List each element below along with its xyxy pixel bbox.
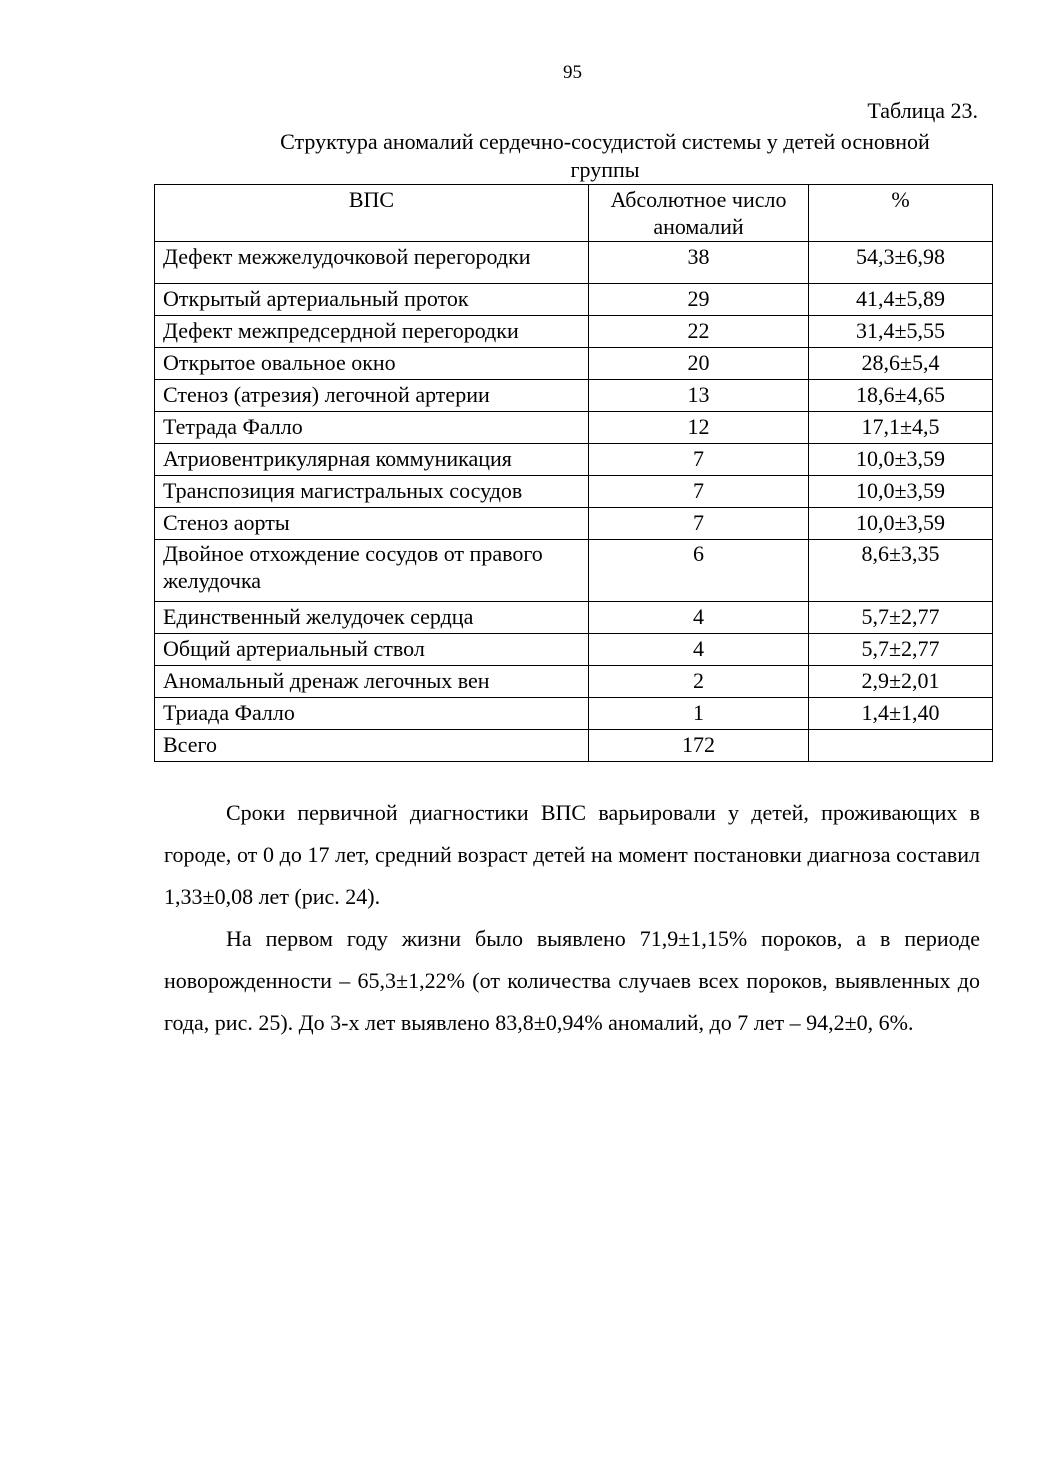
header-vps: ВПС (155, 185, 589, 242)
paragraph: Сроки первичной диагностики ВПС варьировали у детей, проживающих в городе, от 0 до 17 лет, средний возраст детей на момент постановки диагноза составил 1,33±0,08 лет (рис. 24). (164, 800, 980, 909)
row-count: 4 (589, 634, 809, 666)
row-name: Открытое овальное окно (155, 348, 589, 380)
row-percent: 10,0±3,59 (809, 444, 993, 476)
row-count: 22 (589, 316, 809, 348)
row-name: Двойное отхождение сосудов от правого желудочка (155, 540, 589, 602)
table-row (155, 540, 993, 602)
table-caption (200, 128, 1010, 184)
row-percent: 54,3±6,98 (809, 242, 993, 284)
row-percent: 5,7±2,77 (809, 602, 993, 634)
row-percent: 8,6±3,35 (809, 540, 993, 602)
row-name: Стеноз (атрезия) легочной артерии (155, 380, 589, 412)
row-percent: 5,7±2,77 (809, 634, 993, 666)
table-row (155, 634, 993, 666)
anomalies-table (154, 184, 993, 762)
row-name: Атриовентрикулярная коммуникация (155, 444, 589, 476)
row-count: 7 (589, 508, 809, 540)
row-count: 6 (589, 540, 809, 602)
table-header-row (155, 185, 993, 242)
header-absolute-count: Абсолютное число аномалий (589, 185, 809, 242)
table-total-row (155, 730, 993, 762)
table-row (155, 348, 993, 380)
table-row (155, 242, 993, 284)
row-name: Дефект межпредсердной перегородки (155, 316, 589, 348)
row-name: Аномальный дренаж легочных вен (155, 666, 589, 698)
row-percent: 10,0±3,59 (809, 476, 993, 508)
row-count: 38 (589, 242, 809, 284)
table-caption-line1: Структура аномалий сердечно-сосудистой системы у детей основной (280, 129, 930, 154)
row-name: Открытый артериальный проток (155, 284, 589, 316)
row-percent: 1,4±1,40 (809, 698, 993, 730)
row-count: 7 (589, 476, 809, 508)
table-row (155, 602, 993, 634)
row-count: 2 (589, 666, 809, 698)
paragraph: На первом году жизни было выявлено 71,9±1,15% пороков, а в периоде новорожденности – 65,3±1,22% (от количества случаев всех пороков, выявленных до года, рис. 25). До 3-х лет выявлено 83,8±0,94% аномалий, до 7 лет – 94,2±0, 6%. (164, 926, 980, 1035)
table-row (155, 508, 993, 540)
row-name: Тетрада Фалло (155, 412, 589, 444)
table-row (155, 412, 993, 444)
row-name: Дефект межжелудочковой перегородки (155, 242, 589, 284)
table-row (155, 444, 993, 476)
row-percent: 18,6±4,65 (809, 380, 993, 412)
table-row (155, 316, 993, 348)
header-percent: % (809, 185, 993, 242)
page-number: 95 (563, 62, 582, 83)
row-count: 1 (589, 698, 809, 730)
row-percent: 17,1±4,5 (809, 412, 993, 444)
total-label: Всего (155, 730, 589, 762)
row-name: Триада Фалло (155, 698, 589, 730)
row-count: 29 (589, 284, 809, 316)
row-percent: 31,4±5,55 (809, 316, 993, 348)
row-name: Транспозиция магистральных сосудов (155, 476, 589, 508)
total-count: 172 (589, 730, 809, 762)
row-count: 20 (589, 348, 809, 380)
table-row (155, 284, 993, 316)
row-name: Общий артериальный ствол (155, 634, 589, 666)
row-name: Единственный желудочек сердца (155, 602, 589, 634)
total-percent (809, 730, 993, 762)
table-row (155, 380, 993, 412)
table-row (155, 666, 993, 698)
row-percent: 2,9±2,01 (809, 666, 993, 698)
table-row (155, 476, 993, 508)
row-count: 13 (589, 380, 809, 412)
row-name: Стеноз аорты (155, 508, 589, 540)
row-count: 12 (589, 412, 809, 444)
table-row (155, 698, 993, 730)
body-text (164, 792, 980, 1044)
row-percent: 10,0±3,59 (809, 508, 993, 540)
row-count: 4 (589, 602, 809, 634)
row-percent: 41,4±5,89 (809, 284, 993, 316)
table-caption-line2: группы (570, 157, 640, 182)
row-percent: 28,6±5,4 (809, 348, 993, 380)
row-count: 7 (589, 444, 809, 476)
table-label: Таблица 23. (867, 98, 978, 123)
